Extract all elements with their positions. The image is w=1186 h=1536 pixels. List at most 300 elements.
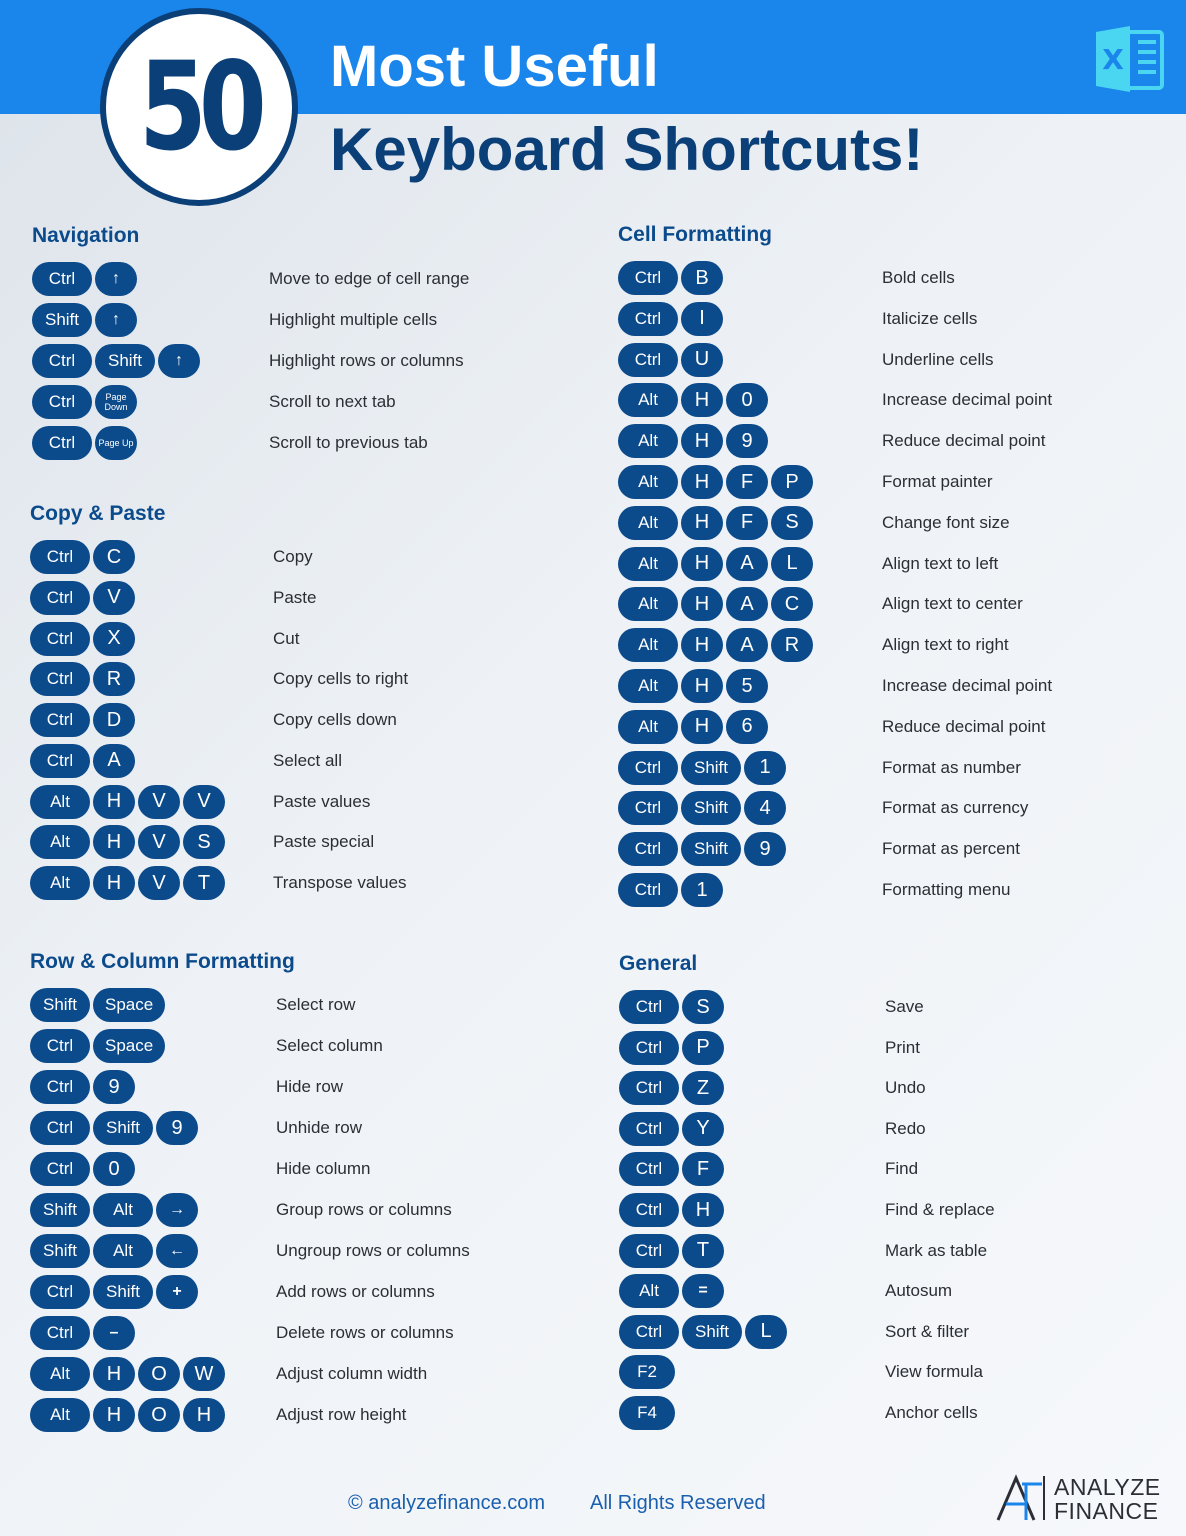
shortcut-row: [619, 1315, 970, 1349]
key-f4: F4: [619, 1396, 675, 1430]
key-v: V: [138, 866, 180, 900]
excel-icon: [1094, 24, 1166, 94]
shortcut-description: Copy: [273, 547, 313, 566]
key-shift: Shift: [681, 791, 741, 825]
key-ctrl: Ctrl: [30, 1029, 90, 1063]
key-v: V: [93, 581, 135, 615]
analyze-finance-logo-icon: [996, 1474, 1046, 1522]
shortcut-description: Ungroup rows or columns: [276, 1241, 470, 1260]
shortcut-row: [619, 1193, 995, 1227]
shortcut-description: Align text to center: [882, 594, 1023, 614]
shortcut-description: Copy cells down: [273, 710, 397, 729]
shortcut-description: Adjust row height: [276, 1405, 407, 1424]
shortcut-row: [30, 825, 375, 859]
key-page-down: Page Down: [95, 385, 137, 419]
key-v: V: [183, 785, 225, 819]
section-copy-paste: [30, 502, 590, 907]
key-ctrl: Ctrl: [30, 1152, 90, 1186]
key-s: S: [682, 990, 724, 1024]
shortcut-keys: [30, 785, 225, 819]
key-alt: Alt: [30, 1357, 90, 1391]
shortcut-keys: [30, 866, 225, 900]
key-p: P: [682, 1031, 724, 1065]
key-h: H: [681, 547, 723, 581]
shortcut-description: Paste special: [273, 832, 375, 852]
logo-text-line-1: ANALYZE: [1054, 1474, 1161, 1500]
key-h: H: [681, 424, 723, 458]
key-ctrl: Ctrl: [619, 1234, 679, 1268]
key-shift: Shift: [93, 1111, 153, 1145]
shortcut-description: Italicize cells: [882, 308, 978, 328]
shortcut-keys: [618, 547, 813, 581]
shortcut-row: [618, 587, 1023, 621]
key-ctrl: Ctrl: [32, 344, 92, 378]
key-9: 9: [93, 1070, 135, 1104]
shortcut-description: Bold cells: [882, 268, 955, 287]
shortcut-keys: [618, 669, 768, 703]
title-line-1: Most Useful: [330, 34, 659, 99]
shortcut-description: Add rows or columns: [276, 1282, 435, 1301]
shortcut-description: Print: [885, 1037, 920, 1057]
key-h: H: [681, 506, 723, 540]
shortcut-keys: [618, 465, 813, 499]
key-h: H: [681, 628, 723, 662]
key-shift: Shift: [30, 1193, 90, 1227]
shortcut-row: [618, 751, 1021, 785]
footer-rights: All Rights Reserved: [590, 1492, 766, 1514]
key-alt: Alt: [30, 1398, 90, 1432]
key-x: X: [93, 622, 135, 656]
key-6: 6: [726, 710, 768, 744]
shortcut-row: [618, 791, 1029, 825]
key-ctrl: Ctrl: [619, 1112, 679, 1146]
key-h: H: [681, 710, 723, 744]
key-up-arrow: ↑: [95, 262, 137, 296]
shortcut-description: Save: [885, 997, 924, 1016]
key-c: C: [93, 540, 135, 574]
shortcut-keys: [30, 703, 135, 737]
key-alt: Alt: [618, 506, 678, 540]
key-f: F: [726, 465, 768, 499]
shortcut-list-general: [619, 990, 1179, 1437]
shortcut-description: Reduce decimal point: [882, 716, 1046, 736]
shortcut-list-cell-formatting: [618, 261, 1178, 914]
shortcut-list-navigation: [32, 262, 592, 467]
key-s: S: [771, 506, 813, 540]
key-9: 9: [744, 832, 786, 866]
analyze-finance-logo: [996, 1472, 1166, 1526]
key-i: I: [681, 302, 723, 336]
shortcut-row: [619, 1031, 920, 1065]
shortcut-description: Hide row: [276, 1077, 344, 1096]
key-h: H: [681, 465, 723, 499]
key-ctrl: Ctrl: [618, 343, 678, 377]
key-alt: Alt: [93, 1193, 153, 1227]
section-navigation: [32, 224, 592, 467]
key-alt: Alt: [618, 628, 678, 662]
key-right-arrow: →: [156, 1193, 198, 1227]
shortcut-description: Sort & filter: [885, 1321, 970, 1341]
key-ctrl: Ctrl: [32, 385, 92, 419]
key-s: S: [183, 825, 225, 859]
shortcut-row: [30, 540, 313, 574]
key-r: R: [771, 628, 813, 662]
shortcut-row: [32, 426, 428, 460]
key-ctrl: Ctrl: [618, 261, 678, 295]
shortcut-description: Format painter: [882, 472, 993, 491]
key-o: O: [138, 1357, 180, 1391]
key-a: A: [93, 744, 135, 778]
shortcut-description: Anchor cells: [885, 1403, 978, 1422]
key-alt: Alt: [30, 825, 90, 859]
shortcut-description: Scroll to previous tab: [269, 433, 428, 452]
shortcut-keys: [619, 1396, 675, 1430]
key-ctrl: Ctrl: [618, 832, 678, 866]
key-9: 9: [156, 1111, 198, 1145]
shortcut-row: [30, 1234, 470, 1268]
shortcut-keys: [618, 873, 723, 907]
key-alt: Alt: [618, 669, 678, 703]
shortcut-keys: [618, 751, 786, 785]
shortcut-keys: [618, 424, 768, 458]
shortcut-row: [30, 1357, 428, 1391]
key-equals: =: [682, 1274, 724, 1308]
key-h: H: [93, 866, 135, 900]
shortcut-keys: [30, 581, 135, 615]
key-a: A: [726, 628, 768, 662]
shortcut-description: Autosum: [885, 1281, 953, 1301]
key-y: Y: [682, 1112, 724, 1146]
shortcut-row: [30, 1193, 452, 1227]
shortcut-row: [619, 1071, 926, 1105]
key-up-arrow: ↑: [158, 344, 200, 378]
shortcut-row: [619, 1355, 983, 1389]
key-shift: Shift: [30, 988, 90, 1022]
shortcut-row: [30, 1111, 362, 1145]
shortcut-description: Increase decimal point: [882, 676, 1053, 695]
shortcut-row: [619, 1112, 926, 1146]
shortcut-row: [618, 710, 1046, 744]
shortcut-keys: [619, 1193, 724, 1227]
key-ctrl: Ctrl: [30, 622, 90, 656]
shortcut-description: Group rows or columns: [276, 1200, 452, 1219]
shortcut-description: Highlight multiple cells: [269, 310, 438, 329]
shortcut-keys: [32, 385, 137, 419]
shortcut-keys: [32, 303, 137, 337]
key-ctrl: Ctrl: [619, 1152, 679, 1186]
shortcut-description: Scroll to next tab: [269, 392, 396, 411]
key-t: T: [183, 866, 225, 900]
shortcut-description: Format as percent: [882, 839, 1020, 859]
key-ctrl: Ctrl: [618, 791, 678, 825]
key-1: 1: [744, 751, 786, 785]
shortcut-description: Align text to left: [882, 553, 999, 573]
key-z: Z: [682, 1071, 724, 1105]
shortcut-row: [618, 669, 1053, 703]
key-ctrl: Ctrl: [30, 581, 90, 615]
section-title-navigation: Navigation: [32, 224, 140, 247]
shortcut-description: Unhide row: [276, 1118, 362, 1137]
key-alt: Alt: [618, 424, 678, 458]
shortcut-keys: [32, 344, 200, 378]
key-ctrl: Ctrl: [618, 873, 678, 907]
shortcut-keys: [618, 343, 723, 377]
key-a: A: [726, 587, 768, 621]
key-left-arrow: ←: [156, 1234, 198, 1268]
shortcut-keys: [618, 383, 768, 417]
key-space: Space: [93, 1029, 165, 1063]
shortcut-keys: [30, 622, 135, 656]
key-alt: Alt: [618, 587, 678, 621]
shortcut-keys: [30, 1152, 135, 1186]
shortcut-keys: [30, 1029, 165, 1063]
shortcut-description: Move to edge of cell range: [269, 269, 470, 288]
footer-site-link[interactable]: © analyzefinance.com: [348, 1492, 546, 1514]
key-a: A: [726, 547, 768, 581]
shortcut-row: [30, 1029, 383, 1063]
count-number: 50: [139, 36, 259, 178]
key-h: H: [93, 1398, 135, 1432]
key-ctrl: Ctrl: [619, 1071, 679, 1105]
key-h: H: [183, 1398, 225, 1432]
key-alt: Alt: [618, 465, 678, 499]
shortcut-keys: [619, 1355, 675, 1389]
shortcut-description: Undo: [885, 1078, 926, 1098]
key-ctrl: Ctrl: [30, 1316, 90, 1350]
key-up-arrow: ↑: [95, 303, 137, 337]
key-ctrl: Ctrl: [32, 426, 92, 460]
shortcut-keys: [30, 744, 135, 778]
shortcut-keys: [30, 825, 225, 859]
key-p: P: [771, 465, 813, 499]
key-alt: Alt: [30, 785, 90, 819]
key-ctrl: Ctrl: [30, 1275, 90, 1309]
shortcut-row: [30, 703, 397, 737]
shortcut-keys: [619, 1274, 724, 1308]
key-space: Space: [93, 988, 165, 1022]
key-page-up: Page Up: [95, 426, 137, 460]
shortcut-keys: [30, 1316, 135, 1350]
key-ctrl: Ctrl: [618, 302, 678, 336]
key-d: D: [93, 703, 135, 737]
key-r: R: [93, 662, 135, 696]
shortcut-keys: [30, 1070, 135, 1104]
shortcut-description: Change font size: [882, 512, 1010, 532]
logo-text-line-2: FINANCE: [1054, 1498, 1159, 1524]
shortcut-description: Underline cells: [882, 349, 994, 369]
key-4: 4: [744, 791, 786, 825]
key-ctrl: Ctrl: [30, 703, 90, 737]
shortcut-row: [619, 990, 924, 1024]
shortcut-keys: [618, 506, 813, 540]
key-h: H: [681, 669, 723, 703]
key-l: L: [771, 547, 813, 581]
key-ctrl: Ctrl: [30, 1070, 90, 1104]
shortcut-row: [618, 873, 1011, 907]
key-shift: Shift: [682, 1315, 742, 1349]
shortcut-row: [618, 302, 978, 336]
section-title-cell-formatting: Cell Formatting: [618, 223, 773, 246]
key-alt: Alt: [618, 710, 678, 744]
shortcut-keys: [618, 261, 723, 295]
shortcut-description: View formula: [885, 1362, 983, 1382]
shortcut-row: [30, 1070, 344, 1104]
shortcut-keys: [30, 1398, 225, 1432]
shortcut-keys: [30, 1111, 198, 1145]
shortcut-row: [618, 424, 1046, 458]
key-shift: Shift: [32, 303, 92, 337]
shortcut-row: [30, 1152, 371, 1186]
key-shift: Shift: [95, 344, 155, 378]
shortcut-row: [30, 866, 407, 900]
shortcut-row: [32, 385, 396, 419]
key-h: H: [681, 587, 723, 621]
shortcut-keys: [618, 628, 813, 662]
key-0: 0: [726, 383, 768, 417]
key-h: H: [681, 383, 723, 417]
shortcut-keys: [618, 791, 786, 825]
key-alt: Alt: [618, 547, 678, 581]
key-alt: Alt: [618, 383, 678, 417]
shortcut-keys: [619, 1031, 724, 1065]
key-c: C: [771, 587, 813, 621]
shortcut-row: [619, 1274, 953, 1308]
key-ctrl: Ctrl: [30, 744, 90, 778]
shortcut-row: [618, 628, 1009, 662]
key-h: H: [93, 785, 135, 819]
shortcut-keys: [619, 990, 724, 1024]
key-1: 1: [681, 873, 723, 907]
key-b: B: [681, 261, 723, 295]
shortcut-keys: [619, 1234, 724, 1268]
shortcut-keys: [618, 587, 813, 621]
shortcut-row: [30, 1275, 435, 1309]
key-ctrl: Ctrl: [30, 540, 90, 574]
shortcut-keys: [32, 426, 137, 460]
shortcut-description: Transpose values: [273, 873, 407, 892]
shortcut-row: [30, 622, 300, 656]
shortcut-description: Reduce decimal point: [882, 431, 1046, 451]
key-ctrl: Ctrl: [30, 662, 90, 696]
shortcut-row: [618, 465, 993, 499]
shortcut-description: Cut: [273, 628, 300, 648]
shortcut-row: [30, 988, 356, 1022]
shortcut-description: Mark as table: [885, 1240, 988, 1260]
key-v: V: [138, 785, 180, 819]
shortcut-row: [618, 261, 955, 295]
shortcut-row: [30, 1316, 454, 1350]
shortcut-keys: [30, 540, 135, 574]
shortcut-description: Select row: [276, 995, 356, 1014]
shortcut-description: Adjust column width: [276, 1364, 428, 1383]
key-w: W: [183, 1357, 225, 1391]
key-ctrl: Ctrl: [619, 990, 679, 1024]
shortcut-keys: [618, 302, 723, 336]
section-title-copy-paste: Copy & Paste: [30, 502, 166, 525]
shortcut-description: Align text to right: [882, 635, 1009, 655]
shortcut-description: Find & replace: [885, 1200, 995, 1219]
shortcut-keys: [30, 1193, 198, 1227]
key-ctrl: Ctrl: [619, 1193, 679, 1227]
svg-text:X: X: [1102, 43, 1124, 76]
key-h: H: [93, 1357, 135, 1391]
key-5: 5: [726, 669, 768, 703]
shortcut-row: [32, 303, 438, 337]
key-alt: Alt: [619, 1274, 679, 1308]
shortcut-row: [619, 1234, 988, 1268]
shortcut-list-row-column: [30, 988, 590, 1439]
shortcut-keys: [619, 1315, 787, 1349]
shortcut-description: Hide column: [276, 1159, 371, 1178]
key-ctrl: Ctrl: [619, 1315, 679, 1349]
shortcut-keys: [30, 1275, 198, 1309]
shortcut-keys: [619, 1152, 724, 1186]
shortcut-row: [618, 832, 1020, 866]
key-shift: Shift: [681, 832, 741, 866]
key-o: O: [138, 1398, 180, 1432]
shortcut-description: Format as currency: [882, 798, 1029, 818]
shortcut-row: [30, 785, 371, 819]
shortcut-keys: [619, 1112, 724, 1146]
shortcut-description: Increase decimal point: [882, 390, 1053, 410]
shortcut-row: [618, 547, 999, 581]
shortcut-keys: [618, 832, 786, 866]
key-h: H: [682, 1193, 724, 1227]
shortcut-row: [32, 262, 470, 296]
shortcut-description: Paste values: [273, 791, 371, 811]
shortcut-description: Highlight rows or columns: [269, 351, 464, 370]
shortcut-keys: [30, 1357, 225, 1391]
shortcut-row: [619, 1152, 919, 1186]
key-shift: Shift: [681, 751, 741, 785]
key-f: F: [682, 1152, 724, 1186]
shortcut-keys: [30, 988, 165, 1022]
shortcut-row: [618, 343, 994, 377]
shortcut-row: [32, 344, 464, 378]
shortcut-keys: [30, 1234, 198, 1268]
key-minus: –: [93, 1316, 135, 1350]
section-cell-formatting: [618, 223, 1178, 914]
title-line-2: Keyboard Shortcuts!: [330, 116, 924, 183]
key-ctrl: Ctrl: [618, 751, 678, 785]
section-general: [619, 952, 1179, 1437]
shortcut-row: [618, 383, 1053, 417]
shortcut-description: Select all: [273, 750, 342, 770]
shortcut-row: [619, 1396, 978, 1430]
section-title-general: General: [619, 952, 698, 975]
key-0: 0: [93, 1152, 135, 1186]
key-shift: Shift: [30, 1234, 90, 1268]
shortcut-description: Redo: [885, 1118, 926, 1138]
shortcut-row: [30, 744, 342, 778]
key-t: T: [682, 1234, 724, 1268]
count-badge: [100, 8, 298, 206]
shortcut-description: Copy cells to right: [273, 669, 409, 689]
shortcut-description: Formatting menu: [882, 880, 1011, 899]
shortcut-description: Format as number: [882, 757, 1021, 777]
key-f2: F2: [619, 1355, 675, 1389]
shortcut-row: [30, 581, 317, 615]
section-title-row-column-formatting: Row & Column Formatting: [30, 950, 295, 973]
shortcut-row: [618, 506, 1010, 540]
key-shift: Shift: [93, 1275, 153, 1309]
key-alt: Alt: [93, 1234, 153, 1268]
shortcut-description: Find: [885, 1159, 919, 1179]
section-row-column-formatting: [30, 950, 590, 1439]
key-h: H: [93, 825, 135, 859]
shortcut-description: Paste: [273, 587, 317, 607]
shortcut-list-copy-paste: [30, 540, 590, 907]
